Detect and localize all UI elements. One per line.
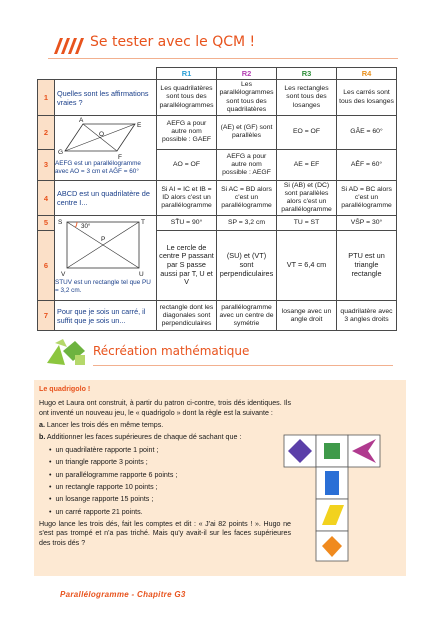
answer-r4: GÂE = 60° [337, 116, 397, 150]
col-r1: R1 [157, 68, 217, 80]
label-p: P [101, 236, 106, 244]
recreation-title: Le quadrigolo ! [39, 385, 91, 393]
question-text: Pour que je sois un carré, il suffit que je sois un... [55, 301, 157, 331]
answer-r4: VŜP = 30° [337, 216, 397, 231]
qcm-header-row [38, 68, 397, 80]
rule-a [39, 421, 291, 430]
answer-r2: (SU) et (VT) sont perpendiculaires [217, 230, 277, 301]
answer-r1: AEFG a pour autre nom possible : GAEF [157, 116, 217, 150]
answer-r4: Si AD = BC alors c'est un parallélogramme [337, 181, 397, 216]
page-title: Se tester avec le QCM ! [90, 34, 256, 50]
rule-a-text: Lancer les trois dés en même temps. [46, 421, 164, 430]
answer-r3: AE = EF [277, 149, 337, 180]
answer-r4: PTU est un triangle rectangle [337, 230, 397, 301]
points-list [39, 446, 291, 517]
recreation-text [39, 385, 291, 551]
row-number: 1 [38, 80, 55, 116]
list-item: • un carré rapporte 21 points. [49, 508, 291, 517]
figure-caption: STUV est un rectangle tel que PU = 3,2 cm. [55, 279, 151, 294]
rectangle-figure-cell [55, 216, 157, 301]
qcm-row-2 [38, 116, 397, 150]
list-item: • un losange rapporte 15 points ; [49, 495, 291, 504]
label-o: O [99, 131, 105, 138]
row-number: 3 [38, 149, 55, 180]
shapes-icon [45, 337, 91, 367]
row-number: 2 [38, 116, 55, 150]
rule-a-label: a. [39, 421, 45, 430]
square-icon [324, 443, 340, 459]
col-r2: R2 [217, 68, 277, 80]
rectangle-stuv-figure [55, 216, 155, 300]
qcm-table [37, 67, 397, 331]
answer-r3: losange avec un angle droit [277, 301, 337, 331]
rectangle-icon [325, 471, 339, 495]
answer-r3: Si (AB) et (DC) sont parallèles alors c'est un parallélogramme [277, 181, 337, 216]
answer-r2: SP = 3,2 cm [217, 216, 277, 231]
rule-b [39, 433, 291, 442]
answer-r1: Si AI = IC et IB = ID alors c'est un parallélogramme [157, 181, 217, 216]
parallelogram-figure-cell [55, 116, 157, 181]
section-title: Récréation mathématique [93, 344, 250, 358]
list-item: • un parallélogramme rapporte 6 points ; [49, 471, 291, 480]
row-number: 4 [38, 181, 55, 216]
qcm-row-1 [38, 80, 397, 116]
recreation-intro: Hugo et Laura ont construit, à partir du patron ci-contre, trois dés identiques. Ils ont inventé un nouveau jeu, le « quadrigolo » dont la règle est la suivante : [39, 399, 291, 417]
answer-r2: AEFG a pour autre nom possible : AEGF [217, 149, 277, 180]
label-e: E [137, 122, 142, 129]
parallelogram-aefg-figure [55, 116, 155, 180]
answer-r1: Les quadrilatères sont tous des parallélogrammes [157, 80, 217, 116]
qcm-row-4 [38, 181, 397, 216]
qcm-row-5 [38, 216, 397, 231]
answer-r1: Le cercle de centre P passant par S passe aussi par T, U et V [157, 230, 217, 301]
list-item: • un rectangle rapporte 10 points ; [49, 483, 291, 492]
dice-net-figure [282, 433, 382, 563]
label-s: S [58, 219, 63, 227]
label-f: F [118, 154, 122, 161]
answer-r4: Les carrés sont tous des losanges [337, 80, 397, 116]
answer-r4: quadrilatère avec 3 angles droits [337, 301, 397, 331]
recreation-box [34, 380, 406, 576]
label-a: A [79, 117, 84, 124]
question-text: Quelles sont les affirmations vraies ? [55, 80, 157, 116]
label-v: V [61, 271, 66, 279]
label-g: G [58, 149, 64, 156]
col-r3: R3 [277, 68, 337, 80]
slashes-icon [48, 36, 88, 56]
answer-r4: AÊF = 60° [337, 149, 397, 180]
answer-r3: Les rectangles sont tous des losanges [277, 80, 337, 116]
row-number: 7 [38, 301, 55, 331]
row-number: 6 [38, 230, 55, 301]
list-item: • un quadrilatère rapporte 1 point ; [49, 446, 291, 455]
question-text: ABCD est un quadrilatère de centre I... [55, 181, 157, 216]
answer-r1: AO = OF [157, 149, 217, 180]
angle-label: 30° [81, 223, 91, 231]
rule-b-text: Additionner les faces supérieures de chaque dé sachant que : [46, 433, 242, 442]
answer-r2: Si AC = BD alors c'est un parallélogramme [217, 181, 277, 216]
answer-r1: SŤU = 90° [157, 216, 217, 231]
label-u: U [139, 271, 144, 279]
row-number: 5 [38, 216, 55, 231]
page-footer: Parallélogramme - Chapitre G3 [60, 590, 186, 599]
header-rule [48, 58, 398, 59]
answer-r1: rectangle dont les diagonales sont perpendiculaires [157, 301, 217, 331]
figure-caption: AEFG est un parallélogramme avec AO = 3 cm et AĜF = 60° [55, 160, 141, 175]
answer-r2: Les parallélogrammes sont tous des quadrilatères [217, 80, 277, 116]
list-item: • un triangle rapporte 3 points ; [49, 458, 291, 467]
col-r4: R4 [337, 68, 397, 80]
recreation-outro: Hugo lance les trois dés, fait les comptes et dit : « J'ai 82 points ! ». Hugo ne s'est pas trompé et n'a pas triché. Mais qu'y avait-il sur les faces supérieures des trois dés ? [39, 519, 291, 547]
section-rule [93, 365, 393, 366]
answer-r3: VT = 6,4 cm [277, 230, 337, 301]
label-t: T [141, 219, 145, 227]
answer-r3: EO = OF [277, 116, 337, 150]
rule-b-label: b. [39, 433, 46, 442]
qcm-row-7 [38, 301, 397, 331]
answer-r2: (AE) et (GF) sont parallèles [217, 116, 277, 150]
answer-r2: parallélogramme avec un centre de symétrie [217, 301, 277, 331]
answer-r3: TU = ST [277, 216, 337, 231]
